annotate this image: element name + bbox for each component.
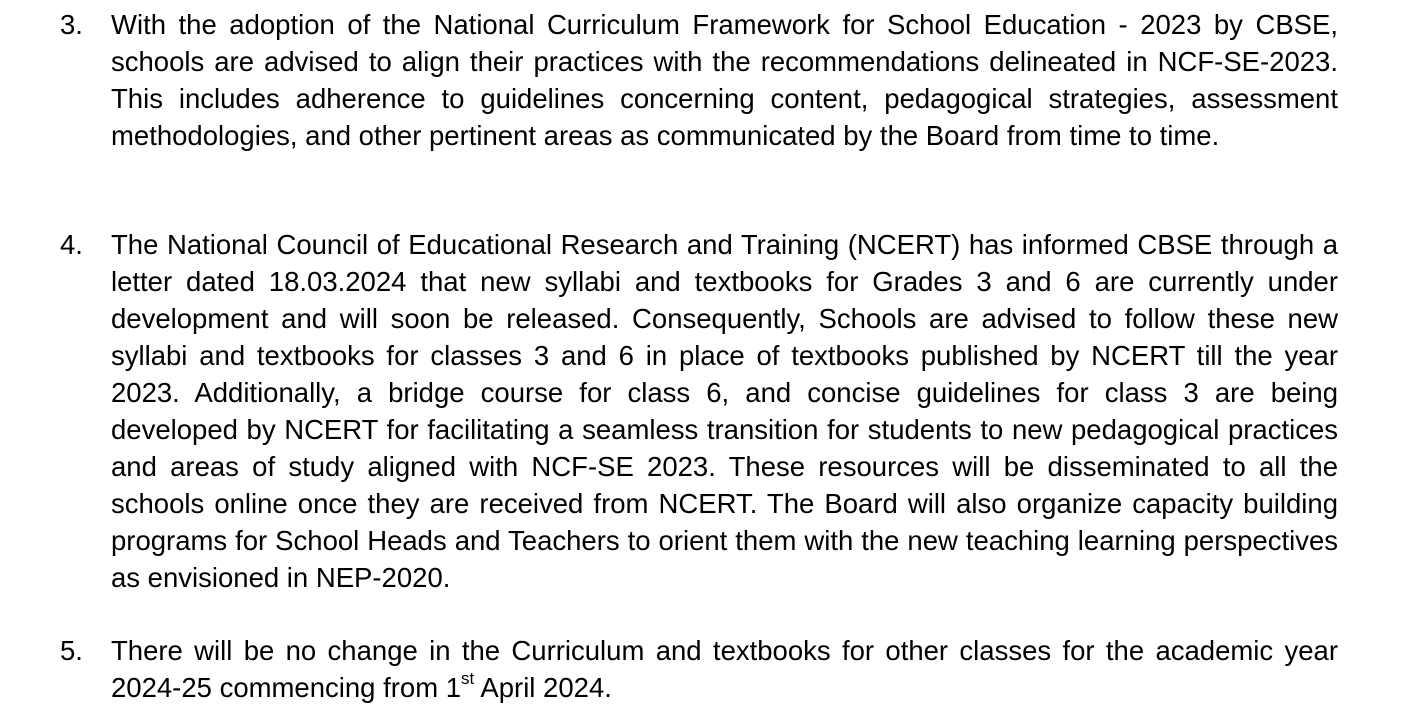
paragraph-4 — [60, 226, 1338, 596]
paragraph-3 — [60, 6, 1338, 154]
paragraph-text-after: April 2024. — [474, 672, 612, 703]
paragraph-number: 3. — [60, 9, 83, 40]
paragraph-number: 4. — [60, 229, 83, 260]
ordinal-superscript: st — [461, 668, 475, 688]
paragraph-text: The National Council of Educational Research and Training (NCERT) has informed CBSE through a letter dated 18.03.2024 that new syllabi and textbooks for Grades 3 and 6 are currently under development and will soon be released. Consequently, Schools are advised to follow these new syllabi and textbooks for classes 3 and 6 in place of textbooks published by NCERT till the year 2023. Additionally, a bridge course for class 6, and concise guidelines for class 3 are being developed by NCERT for facilitating a seamless transition for students to new pedagogical practices and areas of study aligned with NCF-SE 2023. These resources will be disseminated to all the schools online once they are received from NCERT. The Board will also organize capacity building programs for School Heads and Teachers to orient them with the new teaching learning perspectives as envisioned in NEP-2020. — [111, 229, 1338, 593]
paragraph-text-before: There will be no change in the Curriculum and textbooks for other classes for the academic year 2024-25 commencing from 1 — [111, 635, 1338, 703]
paragraph-5 — [60, 632, 1338, 706]
paragraph-number: 5. — [60, 635, 83, 666]
paragraph-text: With the adoption of the National Curriculum Framework for School Education - 2023 by CBSE, schools are advised to align their practices with the recommendations delineated in NCF-SE-2023. This includes adherence to guidelines concerning content, pedagogical strategies, assessment methodologies, and other pertinent areas as communicated by the Board from time to time. — [111, 9, 1338, 151]
paragraph-text — [111, 632, 1338, 706]
